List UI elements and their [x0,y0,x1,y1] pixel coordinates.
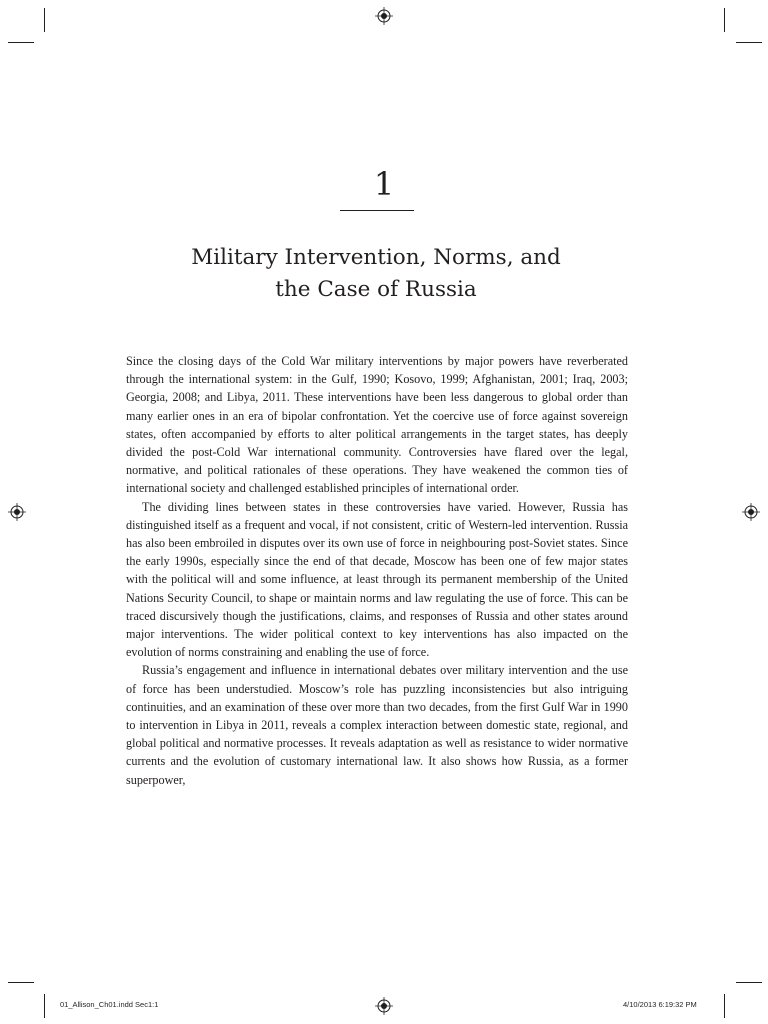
registration-crosshair-icon [8,503,26,521]
registration-crosshair-icon [375,997,393,1015]
chapter-title-line-1: Military Intervention, Norms, and [191,245,561,270]
paragraph: The dividing lines between states in these controversies have varied. However, Russia has distinguished itself as a frequent and vocal, if not consistent, critic of Western-led intervention. Russia has also been embroiled in disputes over its own use of force in neighbouring post-Soviet states. Since the early 1990s, especially since the end of that decade, Moscow has been one of few major states with the political will and some influence, at least through its permanent membership of the United Nations Security Council, to shape or maintain norms and law regulating the use of force. This can be traced discursively though the justifications, claims, and responses of Russia and other states around major interventions. The wider political context to key interventions has also impacted on the evolution of norms constraining and enabling the use of force. [126,499,628,660]
crop-mark-bottom-right [724,994,725,1018]
chapter-number: 1 [373,165,395,203]
body-text [126,352,628,789]
paragraph: Russia’s engagement and influence in international debates over military intervention and the use of force has been understudied. Moscow’s role has puzzling inconsistencies but also intriguing continuities, and an examination of these over more than two decades, from the first Gulf War in 1990 to intervention in Libya in 2011, reveals a complex interaction between domestic state, regional, and global political and normative processes. It reveals adaptation as well as resistance to wider normative currents and the evolution of customary international law. It also shows how Russia, as a former superpower, [126,663,628,787]
crop-mark-bottom-left [44,994,45,1018]
crop-mark-left-top [8,42,34,43]
chapter-rule [340,210,414,211]
slug-timestamp: 4/10/2013 6:19:32 PM [623,1000,697,1009]
crop-mark-left-bottom [8,982,34,983]
crop-mark-top-right [724,8,725,32]
chapter-title [120,242,632,306]
slug-file-info: 01_Allison_Ch01.indd Sec1:1 [60,1000,159,1009]
registration-crosshair-icon [375,7,393,25]
registration-crosshair-icon [742,503,760,521]
paragraph: Since the closing days of the Cold War military interventions by major powers have reverberated through the international system: in the Gulf, 1990; Kosovo, 1999; Afghanistan, 2001; Iraq, 2003; Georgia, 2008; and Libya, 2011. These interventions have been less dangerous to global order than many earlier ones in an era of bipolar confrontation. Yet the coercive use of force against sovereign states, often accompanied by efforts to alter political arrangements in the target states, has deeply divided the post-Cold War international community. Controversies have flared over the legal, normative, and political rationales of these operations. They have weakened the common ties of international society and challenged established principles of international order. [126,354,628,496]
chapter-title-line-2: the Case of Russia [275,277,477,302]
crop-mark-right-top [736,42,762,43]
crop-mark-right-bottom [736,982,762,983]
crop-mark-top-left [44,8,45,32]
